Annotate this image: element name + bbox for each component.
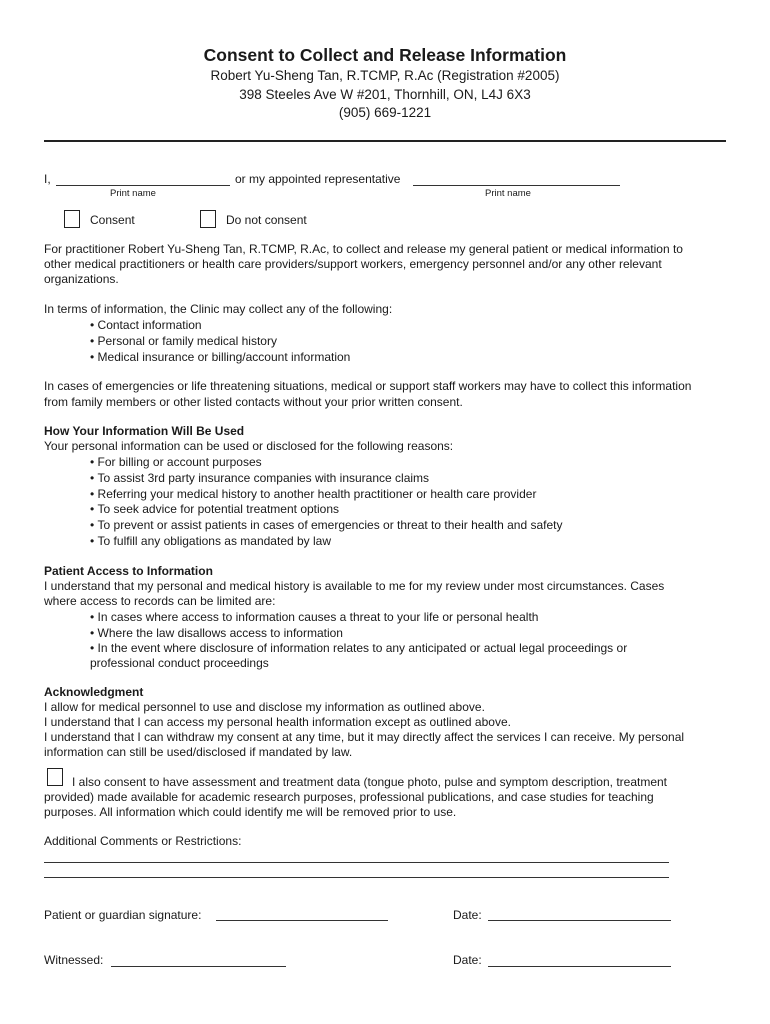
patient-signature-label: Patient or guardian signature: <box>44 908 202 922</box>
research-paragraph-line: purposes. All information which could identify me will be removed prior to use. <box>44 805 457 819</box>
header-divider <box>44 140 726 142</box>
practitioner-paragraph-line: For practitioner Robert Yu-Sheng Tan, R.TCMP, R.Ac, to collect and release my general patient or medical information to <box>44 242 683 256</box>
use-item: • Referring your medical history to another health practitioner or health care provider <box>90 487 536 503</box>
practitioner-line: Robert Yu-Sheng Tan, R.TCMP, R.Ac (Registration #2005) <box>210 68 560 83</box>
ack-line: information can still be used/disclosed if mandated by law. <box>44 745 353 759</box>
witness-label: Witnessed: <box>44 953 104 967</box>
date-field-2[interactable] <box>488 966 671 967</box>
access-item-continuation: professional conduct proceedings <box>90 656 269 670</box>
collect-intro: In terms of information, the Clinic may collect any of the following: <box>44 302 393 316</box>
use-item: • To prevent or assist patients in cases of emergencies or threat to their health and safety <box>90 518 562 534</box>
use-item: • To fulfill any obligations as mandated by law <box>90 534 331 550</box>
phone-line: (905) 669-1221 <box>338 105 432 120</box>
emergency-paragraph-line: from family members or other listed contacts without your prior written consent. <box>44 395 463 409</box>
comments-field-line-2[interactable] <box>44 877 669 878</box>
use-heading: How Your Information Will Be Used <box>44 424 245 438</box>
patient-signature-field[interactable] <box>216 920 388 921</box>
do-not-consent-checkbox[interactable] <box>200 210 216 228</box>
access-item: • Where the law disallows access to information <box>90 626 343 642</box>
ack-line: I allow for medical personnel to use and disclose my information as outlined above. <box>44 700 485 714</box>
i-label: I, <box>44 172 51 186</box>
ack-line: I understand that I can access my personal health information except as outlined above. <box>44 715 511 729</box>
practitioner-paragraph-line: organizations. <box>44 272 119 286</box>
use-item: • To seek advice for potential treatment options <box>90 502 339 518</box>
collect-item: • Medical insurance or billing/account information <box>90 350 350 366</box>
representative-name-caption: Print name <box>485 188 531 199</box>
use-item: • To assist 3rd party insurance companies with insurance claims <box>90 471 429 487</box>
comments-field-line-1[interactable] <box>44 862 669 863</box>
do-not-consent-label: Do not consent <box>226 213 307 227</box>
use-item: • For billing or account purposes <box>90 455 262 471</box>
practitioner-paragraph-line: other medical practitioners or health care providers/support workers, emergency personnel and/or any other relevant <box>44 257 662 271</box>
form-title: Consent to Collect and Release Information <box>203 45 567 65</box>
access-item: • In the event where disclosure of information relates to any anticipated or actual legal proceedings or <box>90 641 627 657</box>
ack-line: I understand that I can withdraw my consent at any time, but it may directly affect the services I can receive. My personal <box>44 730 685 744</box>
consent-checkbox[interactable] <box>64 210 80 228</box>
use-intro: Your personal information can be used or disclosed for the following reasons: <box>44 439 454 453</box>
date-label-1: Date: <box>453 908 482 922</box>
witness-signature-field[interactable] <box>111 966 286 967</box>
date-label-2: Date: <box>453 953 482 967</box>
print-name-caption: Print name <box>110 188 156 199</box>
address-line: 398 Steeles Ave W #201, Thornhill, ON, L4J 6X3 <box>239 87 531 102</box>
access-paragraph-line: where access to records can be limited are: <box>44 594 276 608</box>
emergency-paragraph-line: In cases of emergencies or life threatening situations, medical or support staff workers may have to collect this information <box>44 379 692 393</box>
date-field-1[interactable] <box>488 920 671 921</box>
research-paragraph-line: I also consent to have assessment and treatment data (tongue photo, pulse and symptom description, treatment <box>72 775 668 789</box>
access-paragraph-line: I understand that my personal and medical history is available to me for my review under most circumstances. Cases <box>44 579 665 593</box>
consent-label: Consent <box>90 213 135 227</box>
research-consent-checkbox[interactable] <box>47 768 63 786</box>
research-paragraph-line: provided) made available for academic research purposes, professional publications, and case studies for teaching <box>44 790 654 804</box>
access-heading: Patient Access to Information <box>44 564 213 578</box>
representative-label: or my appointed representative <box>235 172 401 186</box>
access-item: • In cases where access to information causes a threat to your life or personal health <box>90 610 538 626</box>
ack-heading: Acknowledgment <box>44 685 144 699</box>
collect-item: • Contact information <box>90 318 202 334</box>
comments-label: Additional Comments or Restrictions: <box>44 834 242 848</box>
collect-item: • Personal or family medical history <box>90 334 277 350</box>
